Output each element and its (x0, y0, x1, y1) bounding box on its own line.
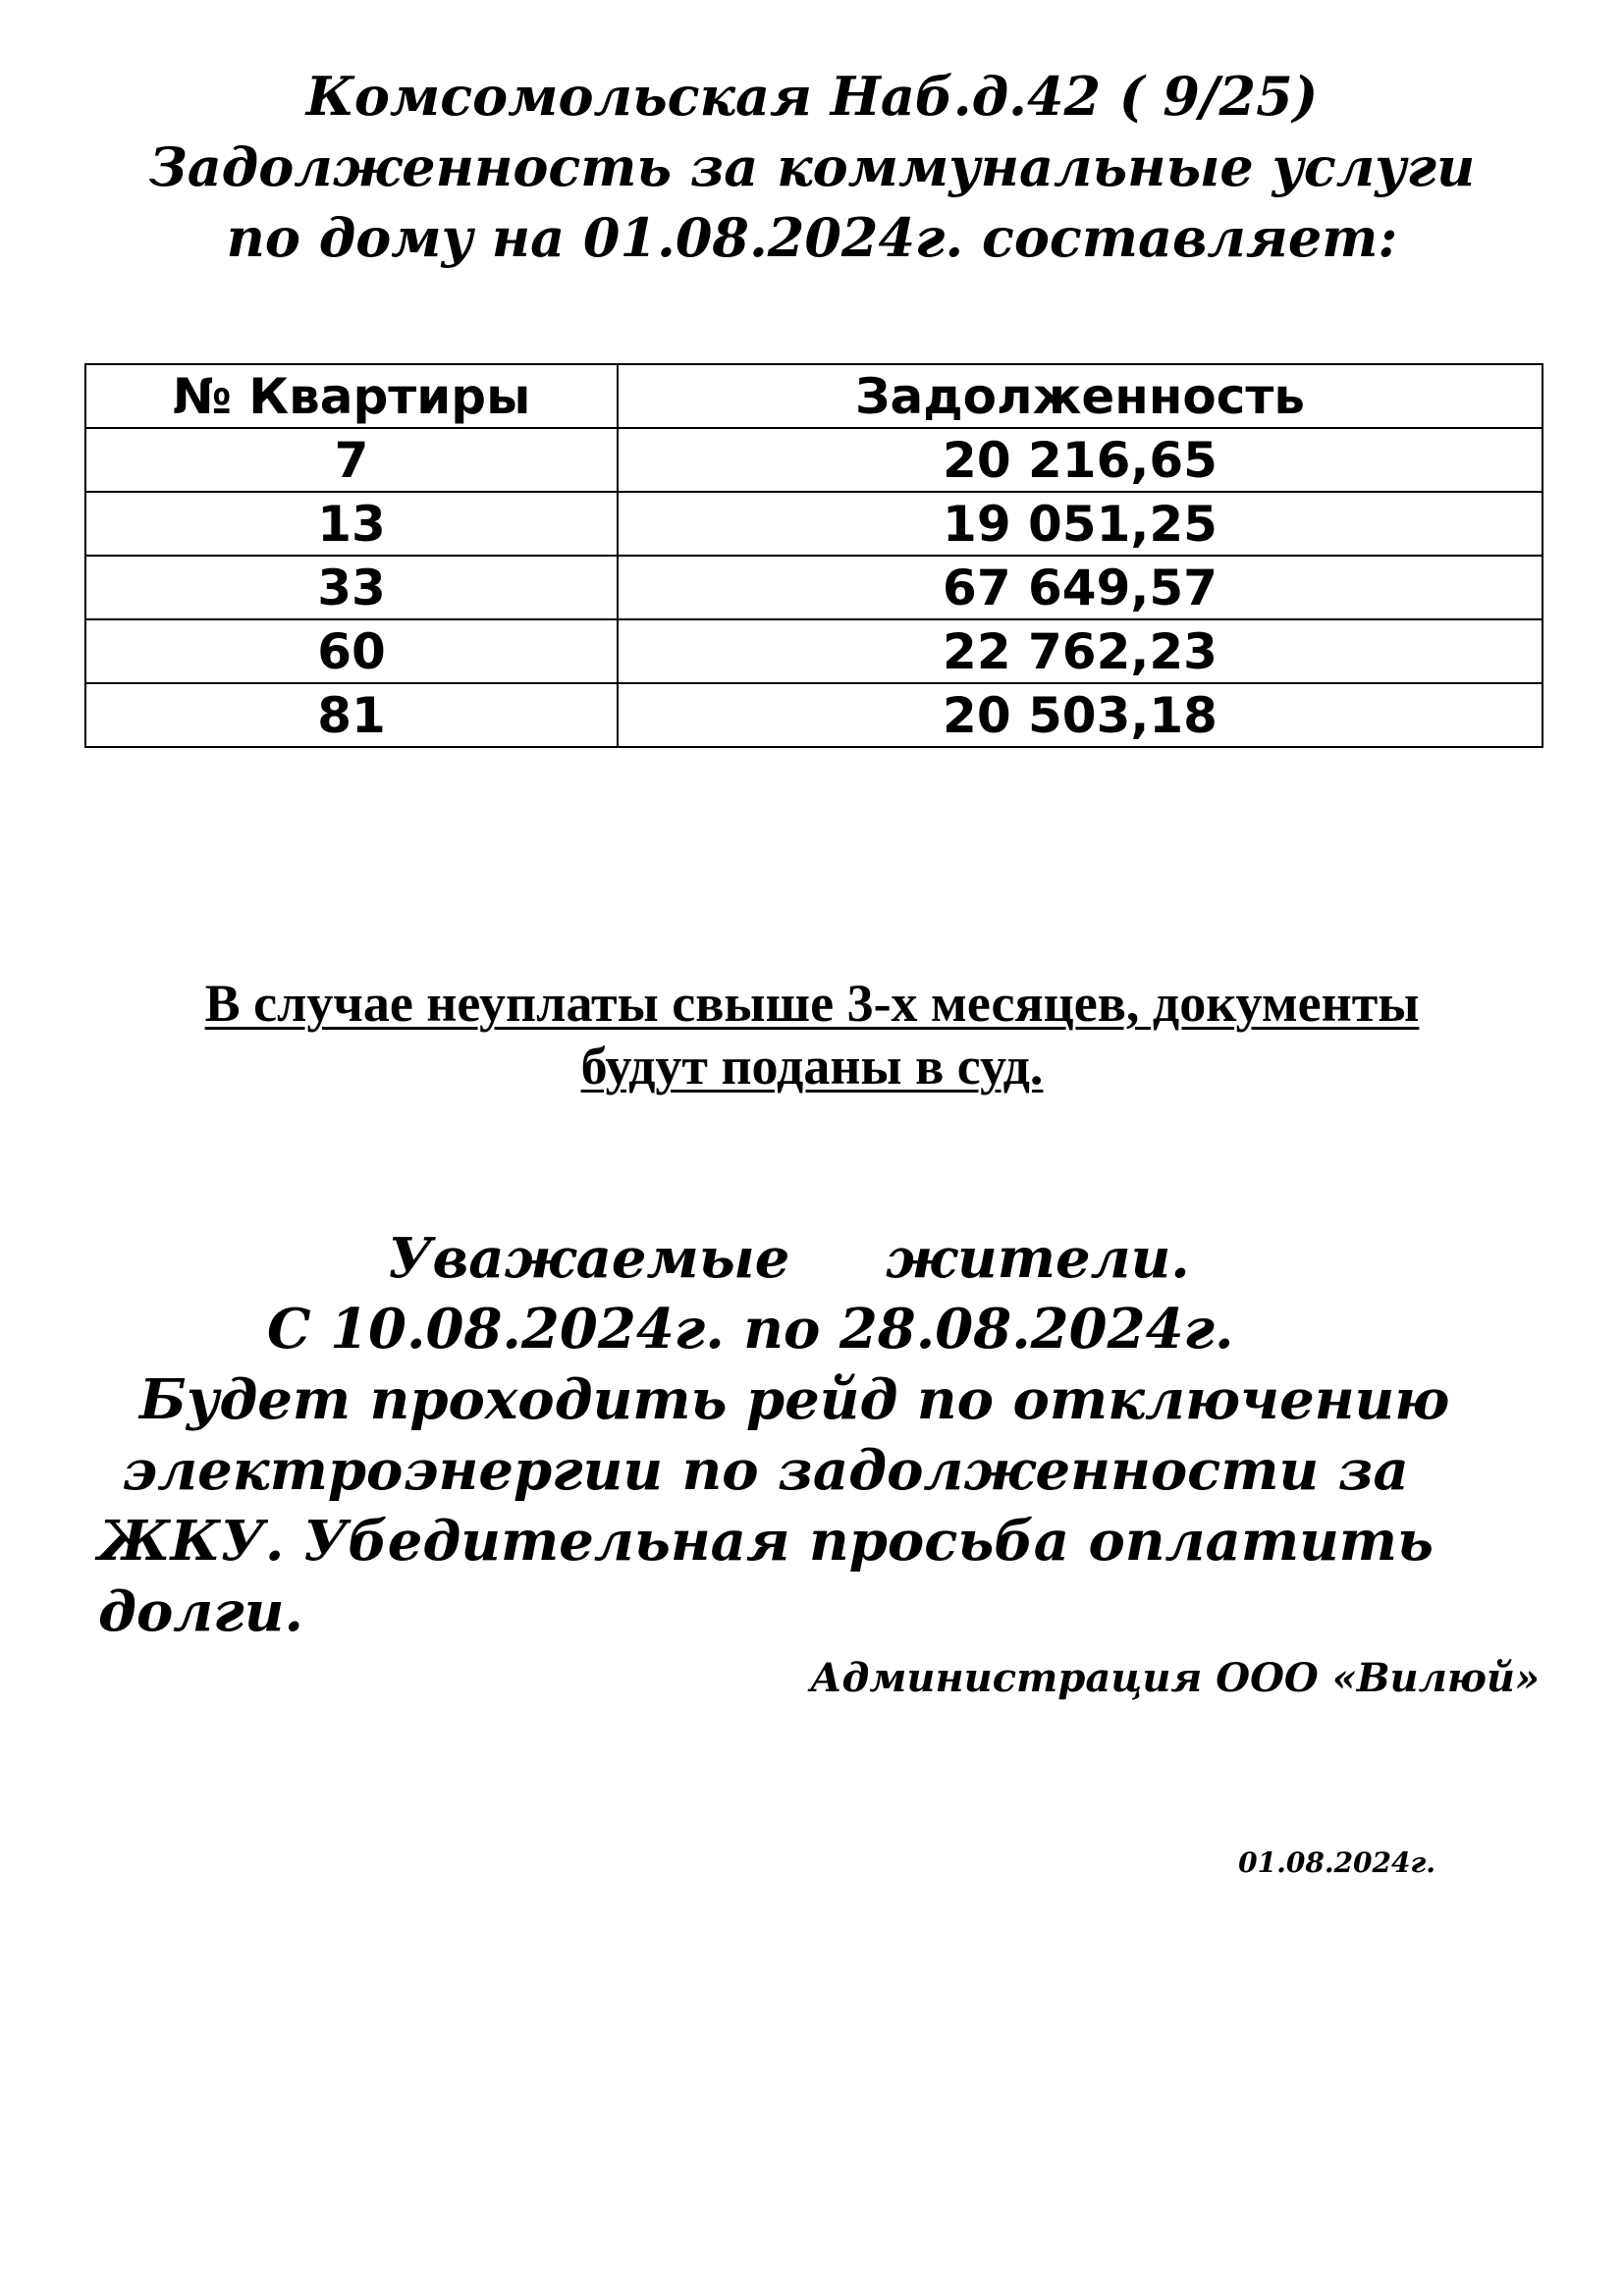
table-row (85, 492, 1543, 556)
table-row (85, 428, 1543, 492)
header-apartment: № Квартиры (85, 364, 618, 428)
apartment-number: 7 (85, 428, 618, 492)
warning-line-2: будут поданы в суд. (580, 1037, 1044, 1095)
title-address: Комсомольская Наб.д.42 ( 9/25) (305, 65, 1319, 128)
apartment-number: 33 (85, 556, 618, 619)
title-debt-heading: Задолженность за коммунальные услуги (148, 135, 1476, 198)
title-date-line: по дому на 01.08.2024г. составляет: (226, 206, 1398, 269)
debt-amount: 22 762,23 (618, 619, 1543, 683)
debt-amount: 67 649,57 (618, 556, 1543, 619)
court-warning (0, 972, 1624, 1097)
signature: Администрация ООО «Вилюй» (809, 1655, 1540, 1701)
table-row (85, 683, 1543, 747)
debt-amount: 20 216,65 (618, 428, 1543, 492)
document-title (0, 61, 1624, 273)
apartment-number: 13 (85, 492, 618, 556)
table-header-row (85, 364, 1543, 428)
apartment-number: 60 (85, 619, 618, 683)
debt-amount: 19 051,25 (618, 492, 1543, 556)
apartment-number: 81 (85, 683, 618, 747)
document-date: 01.08.2024г. (1238, 1846, 1435, 1879)
notice-greeting: Уважаемые жители. (388, 1226, 1190, 1291)
debt-table (84, 363, 1543, 748)
warning-line-1: В случае неуплаты свыше 3-х месяцев, документы (204, 974, 1420, 1033)
notice-line-6: долги. (98, 1579, 303, 1644)
notice-dates: С 10.08.2024г. по 28.08.2024г. (267, 1297, 1234, 1362)
notice-line-4: электроэнергии по задолженности за (122, 1438, 1409, 1503)
debt-amount: 20 503,18 (618, 683, 1543, 747)
table-row (85, 556, 1543, 619)
header-debt: Задолженность (618, 364, 1543, 428)
notice-line-5: ЖКУ. Убедительная просьба оплатить (98, 1509, 1434, 1574)
notice-line-3: Будет проходить рейд по отключению (139, 1367, 1450, 1432)
table-row (85, 619, 1543, 683)
